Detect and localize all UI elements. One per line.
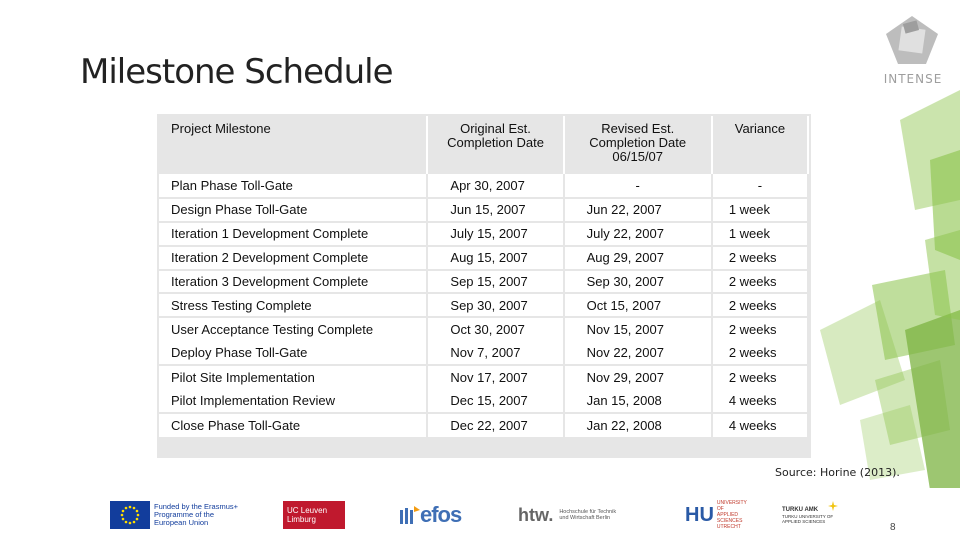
milestone-cell: Close Phase Toll-Gate bbox=[159, 413, 427, 437]
erasmus-logo bbox=[110, 500, 240, 530]
variance-cell: 2 weeks bbox=[712, 246, 808, 270]
revised-date-cell: Sep 30, 2007 bbox=[564, 270, 712, 294]
ucll-logo bbox=[283, 500, 345, 530]
milestone-cell: User Acceptance Testing Complete bbox=[159, 317, 427, 341]
ucll-logo-text: UC Leuven Limburg bbox=[283, 501, 345, 529]
milestone-cell: Iteration 1 Development Complete bbox=[159, 222, 427, 246]
variance-cell: - bbox=[712, 174, 808, 198]
table-header-row bbox=[159, 116, 808, 174]
original-date-cell: Aug 15, 2007 bbox=[427, 246, 563, 270]
header-original-date bbox=[427, 116, 563, 174]
milestone-cell: Iteration 3 Development Complete bbox=[159, 270, 427, 294]
table-row bbox=[159, 198, 808, 222]
milestone-cell: Iteration 2 Development Complete bbox=[159, 246, 427, 270]
revised-date-cell: Jan 22, 2008 bbox=[564, 413, 712, 437]
variance-cell: 2 weeks bbox=[712, 270, 808, 294]
efos-logo-text: efos bbox=[420, 502, 462, 527]
hu-logo bbox=[685, 500, 747, 530]
turku-logo-subtext: TURKU UNIVERSITY OF APPLIED SCIENCES bbox=[782, 513, 834, 524]
original-date-cell: Dec 15, 2007 bbox=[427, 389, 563, 413]
original-date-cell: Dec 22, 2007 bbox=[427, 413, 563, 437]
header-original-date-label: Original Est. Completion Date bbox=[447, 121, 544, 150]
slide-title: Milestone Schedule bbox=[80, 52, 393, 92]
original-date-cell: Sep 30, 2007 bbox=[427, 293, 563, 317]
revised-date-cell: - bbox=[564, 174, 712, 198]
revised-date-cell: Aug 29, 2007 bbox=[564, 246, 712, 270]
efos-logo bbox=[398, 500, 461, 530]
eu-funding-text: Funded by the Erasmus+ Programme of the European Union bbox=[154, 502, 239, 527]
original-date-cell: Jun 15, 2007 bbox=[427, 198, 563, 222]
table-row bbox=[159, 293, 808, 317]
original-date-cell: Oct 30, 2007 bbox=[427, 317, 563, 341]
htw-logo bbox=[518, 500, 619, 530]
original-date-cell: July 15, 2007 bbox=[427, 222, 563, 246]
page-number: 8 bbox=[890, 522, 896, 533]
revised-date-cell: Jun 22, 2007 bbox=[564, 198, 712, 222]
hu-logo-text: HU bbox=[685, 503, 714, 526]
turku-logo-text: TURKU AMK bbox=[782, 506, 819, 513]
table-row bbox=[159, 341, 808, 365]
milestone-table-body bbox=[159, 174, 808, 437]
table-row bbox=[159, 174, 808, 198]
milestone-cell: Pilot Site Implementation bbox=[159, 365, 427, 389]
variance-cell: 1 week bbox=[712, 222, 808, 246]
milestone-cell: Design Phase Toll-Gate bbox=[159, 198, 427, 222]
milestone-cell: Plan Phase Toll-Gate bbox=[159, 174, 427, 198]
original-date-cell: Sep 15, 2007 bbox=[427, 270, 563, 294]
variance-cell: 2 weeks bbox=[712, 365, 808, 389]
variance-cell: 4 weeks bbox=[712, 389, 808, 413]
table-row bbox=[159, 246, 808, 270]
table-row bbox=[159, 365, 808, 389]
milestone-cell: Pilot Implementation Review bbox=[159, 389, 427, 413]
variance-cell: 2 weeks bbox=[712, 293, 808, 317]
source-citation: Source: Horine (2013). bbox=[775, 466, 900, 479]
table-row bbox=[159, 270, 808, 294]
variance-cell: 2 weeks bbox=[712, 317, 808, 341]
htw-logo-subtext: Hochschule für Technik und Wirtschaft Berlin bbox=[559, 509, 617, 521]
original-date-cell: Nov 17, 2007 bbox=[427, 365, 563, 389]
variance-cell: 1 week bbox=[712, 198, 808, 222]
revised-date-cell: Oct 15, 2007 bbox=[564, 293, 712, 317]
original-date-cell: Nov 7, 2007 bbox=[427, 341, 563, 365]
header-revised-date-label: Revised Est. Completion Date 06/15/07 bbox=[589, 121, 687, 164]
header-project-milestone: Project Milestone bbox=[159, 116, 427, 174]
hu-logo-subtext: UNIVERSITY OF APPLIED SCIENCES UTRECHT bbox=[716, 500, 747, 530]
header-revised-date bbox=[564, 116, 712, 174]
revised-date-cell: Jan 15, 2008 bbox=[564, 389, 712, 413]
variance-cell: 4 weeks bbox=[712, 413, 808, 437]
efos-icon bbox=[398, 504, 420, 526]
table-row bbox=[159, 317, 808, 341]
milestone-cell: Deploy Phase Toll-Gate bbox=[159, 341, 427, 365]
variance-cell: 2 weeks bbox=[712, 341, 808, 365]
intense-logo-mark-icon bbox=[884, 14, 940, 66]
turku-logo bbox=[782, 500, 838, 530]
intense-logo-text: INTENSE bbox=[883, 72, 943, 86]
milestone-table-container bbox=[157, 114, 811, 458]
table-row bbox=[159, 413, 808, 437]
original-date-cell: Apr 30, 2007 bbox=[427, 174, 563, 198]
revised-date-cell: Nov 29, 2007 bbox=[564, 365, 712, 389]
htw-logo-text: htw. bbox=[518, 504, 554, 525]
turku-star-icon bbox=[828, 501, 838, 511]
header-variance: Variance bbox=[712, 116, 808, 174]
revised-date-cell: Nov 22, 2007 bbox=[564, 341, 712, 365]
revised-date-cell: Nov 15, 2007 bbox=[564, 317, 712, 341]
table-row bbox=[159, 222, 808, 246]
milestone-cell: Stress Testing Complete bbox=[159, 293, 427, 317]
intense-logo bbox=[878, 14, 948, 90]
table-row bbox=[159, 389, 808, 413]
revised-date-cell: July 22, 2007 bbox=[564, 222, 712, 246]
milestone-table bbox=[159, 116, 809, 437]
eu-flag-icon bbox=[110, 501, 150, 529]
